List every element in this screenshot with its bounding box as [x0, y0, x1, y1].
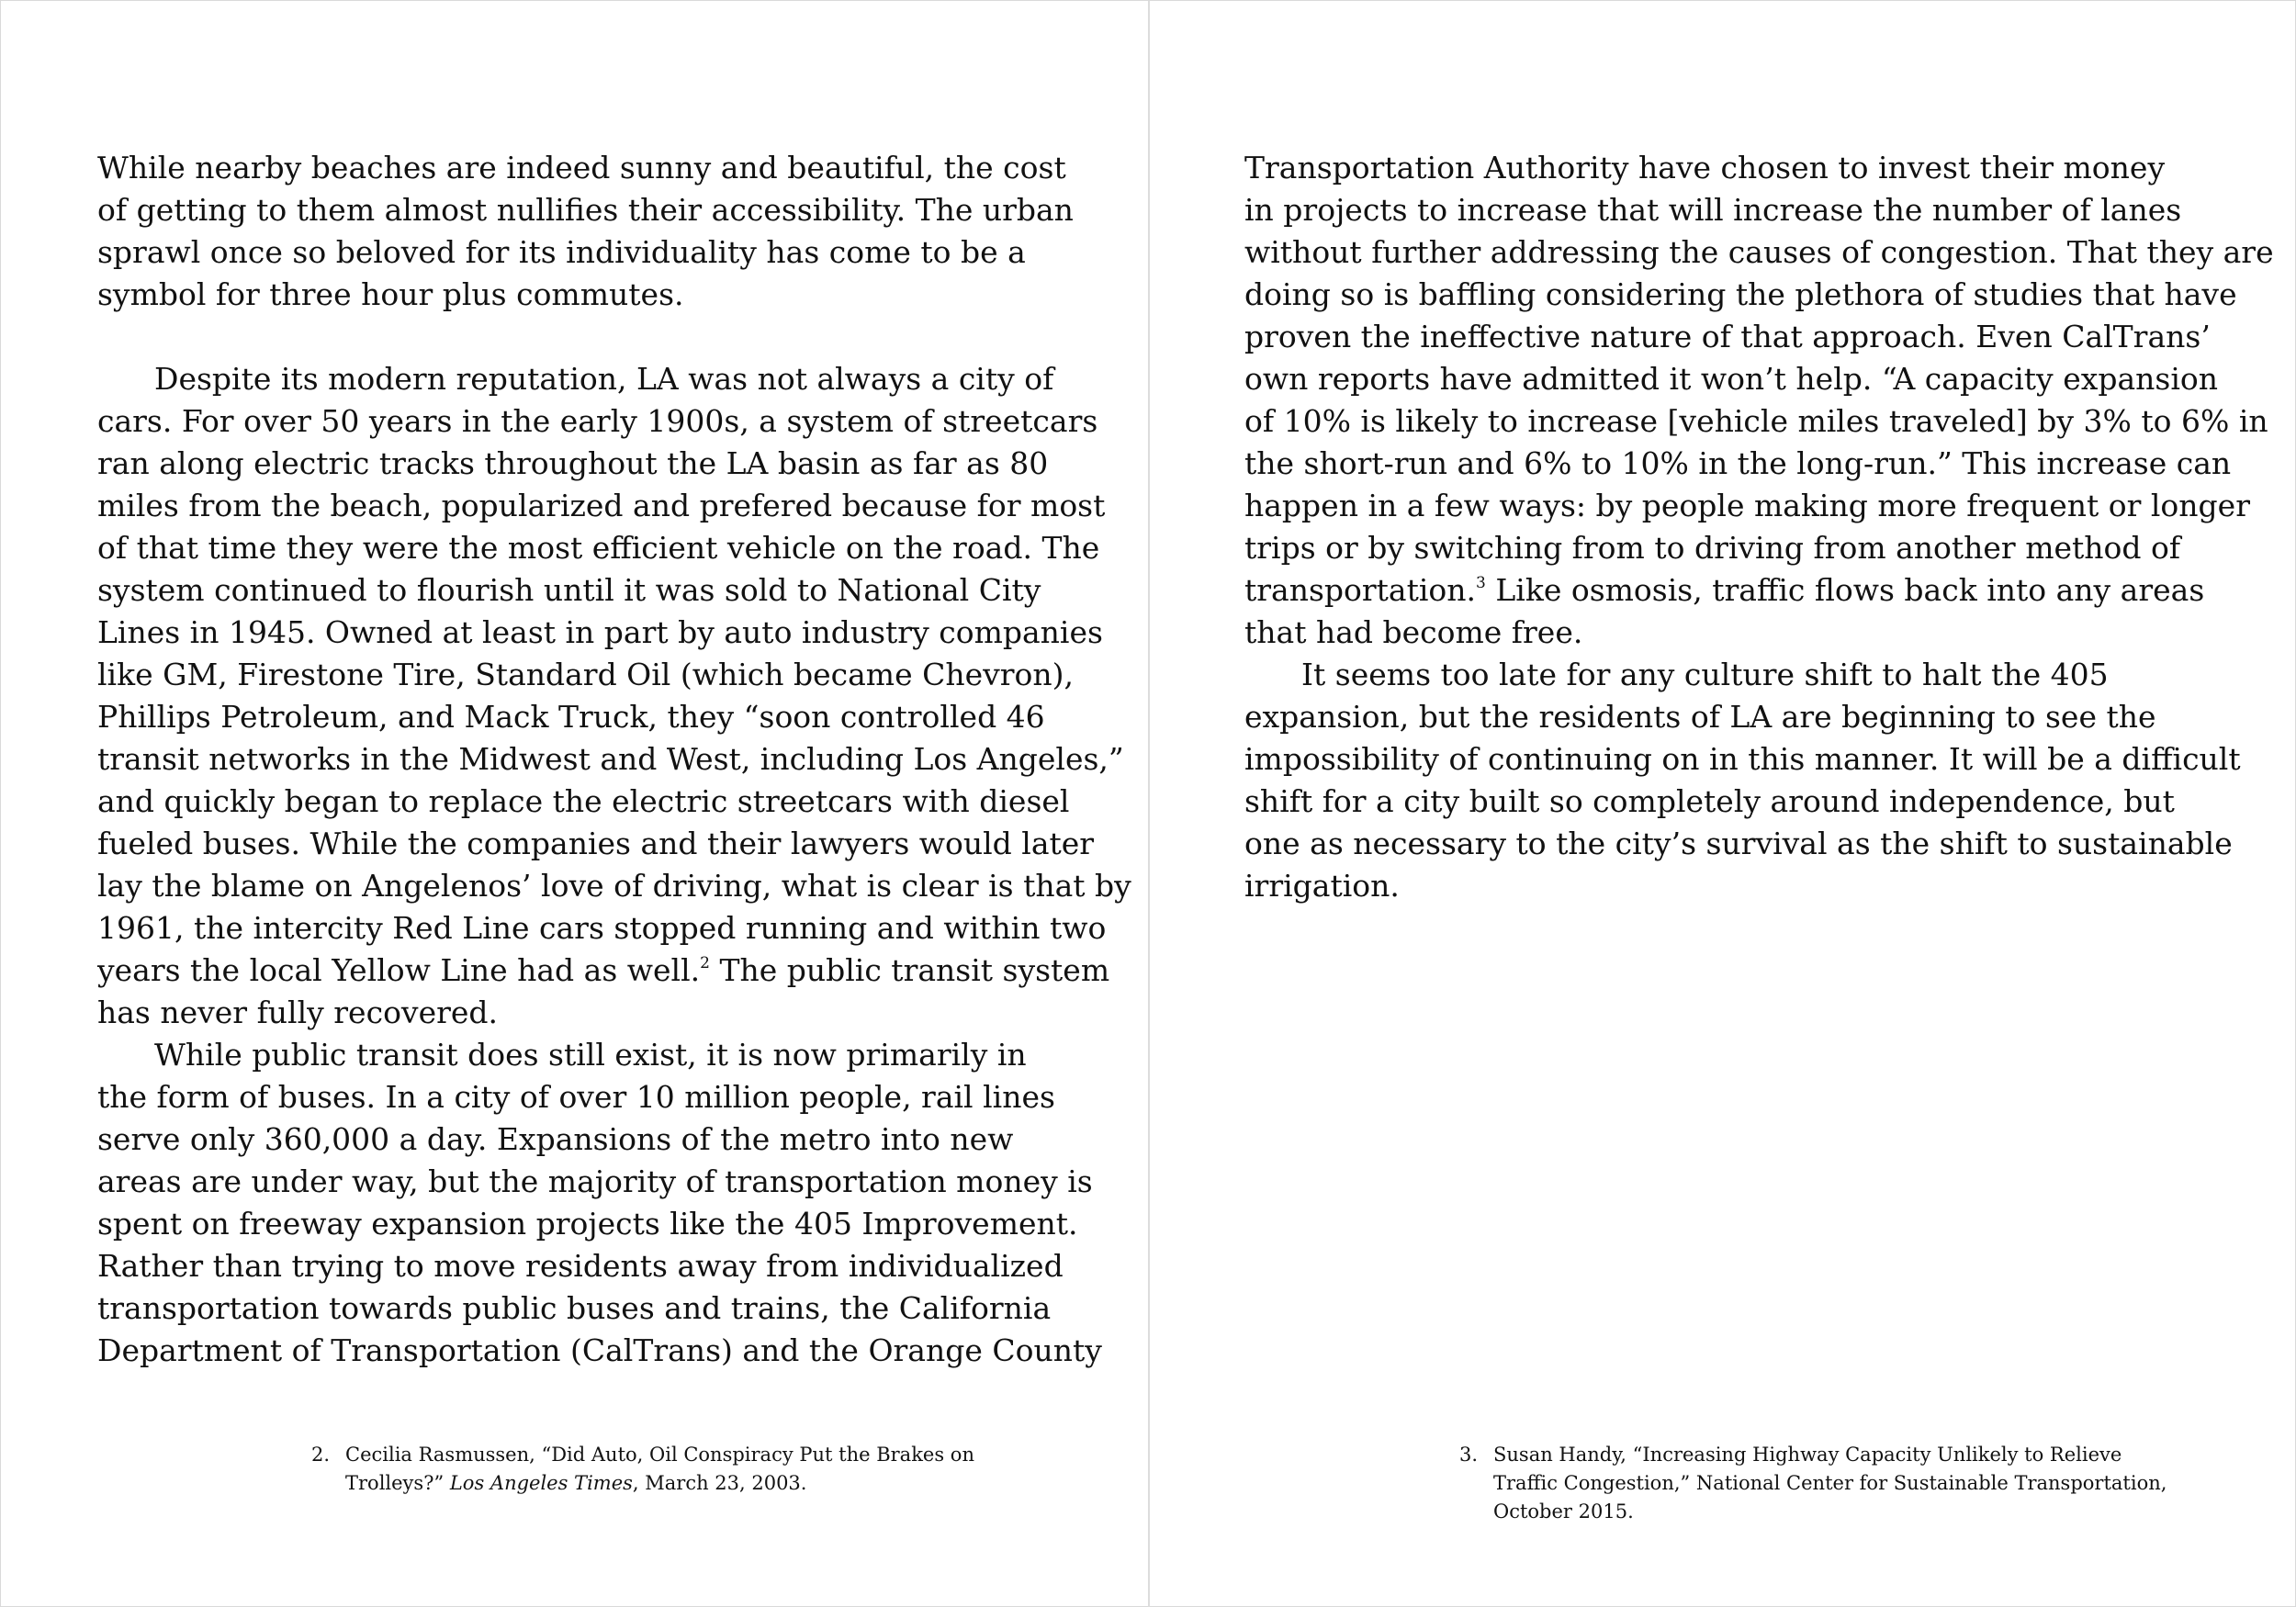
text-line: that had become free. — [1244, 614, 1583, 650]
text-line: system continued to flourish until it was sold to National City — [97, 572, 1041, 608]
text-line: shift for a city built so completely around independence, but — [1244, 783, 2175, 819]
text-line: has never fully recovered. — [97, 995, 499, 1030]
text-line: like GM, Firestone Tire, Standard Oil (which became Chevron), — [97, 657, 1075, 692]
text-line: serve only 360,000 a day. Expansions of the metro into new — [97, 1121, 1014, 1157]
right-page-body — [1244, 147, 2274, 907]
text-line: of that time they were the most efficient vehicle on the road. The — [97, 530, 1100, 566]
text-line: without further addressing the causes of congestion. That they are — [1244, 234, 2274, 270]
text-line: transit networks in the Midwest and West, including Los Angeles,” — [97, 741, 1124, 777]
text-line-with-footnote-ref — [1244, 569, 2274, 612]
text-line: expansion, but the residents of LA are beginning to see the — [1244, 699, 2156, 735]
text-line: symbol for three hour plus commutes. — [97, 276, 684, 312]
footnote-line — [345, 1469, 974, 1498]
footnote-ref-2[interactable]: 2 — [700, 954, 710, 972]
text-line: It seems too late for any culture shift to halt the 405 — [1301, 657, 2109, 692]
left-page-body — [97, 147, 1131, 1372]
text-line: Department of Transportation (CalTrans) and the Orange County — [97, 1332, 1102, 1368]
footnote-ref-3[interactable]: 3 — [1476, 574, 1486, 592]
footnote-segment: , March 23, 2003. — [632, 1472, 807, 1494]
text-line: happen in a few ways: by people making more frequent or longer — [1244, 488, 2250, 523]
text-segment: years the local Yellow Line had as well. — [97, 952, 701, 988]
paragraph-gap — [97, 316, 1131, 358]
text-segment: The public transit system — [709, 952, 1110, 988]
text-line: of getting to them almost nullifies their accessibility. The urban — [97, 192, 1074, 228]
text-line: areas are under way, but the majority of transportation money is — [97, 1163, 1093, 1199]
text-line: ran along electric tracks throughout the LA basin as far as 80 — [97, 445, 1049, 481]
text-line: spent on freeway expansion projects like the 405 Improvement. — [97, 1206, 1078, 1242]
text-line: transportation towards public buses and trains, the California — [97, 1290, 1052, 1326]
text-line: own reports have admitted it won’t help. “A capacity expansion — [1244, 361, 2218, 397]
text-line: While public transit does still exist, it is now primarily in — [154, 1037, 1027, 1073]
text-line: cars. For over 50 years in the early 1900s, a system of streetcars — [97, 403, 1098, 439]
text-line: Phillips Petroleum, and Mack Truck, they “soon controlled 46 — [97, 699, 1045, 735]
text-line: in projects to increase that will increase the number of lanes — [1244, 192, 2182, 228]
page-gutter — [1148, 1, 1150, 1607]
text-line: irrigation. — [1244, 868, 1400, 904]
text-line: miles from the beach, popularized and prefered because for most — [97, 488, 1106, 523]
text-line: lay the blame on Angelenos’ love of driving, what is clear is that by — [97, 868, 1131, 904]
footnote-number: 2. — [311, 1444, 331, 1466]
text-line: doing so is baffling considering the plethora of studies that have — [1244, 276, 2237, 312]
text-line: trips or by switching from to driving from another method of — [1244, 530, 2181, 566]
text-line: Lines in 1945. Owned at least in part by auto industry companies — [97, 614, 1103, 650]
text-line: fueled buses. While the companies and their lawyers would later — [97, 826, 1095, 861]
text-line: of 10% is likely to increase [vehicle miles traveled] by 3% to 6% in — [1244, 403, 2268, 439]
publication-title: Los Angeles Times — [449, 1472, 633, 1494]
footnote-text — [1493, 1441, 2167, 1526]
text-line: the short-run and 6% to 10% in the long-run.” This increase can — [1244, 445, 2232, 481]
text-line: impossibility of continuing on in this manner. It will be a difficult — [1244, 741, 2241, 777]
text-segment: transportation. — [1244, 572, 1477, 608]
text-line: Transportation Authority have chosen to invest their money — [1244, 150, 2166, 185]
footnote-line: Cecilia Rasmussen, “Did Auto, Oil Conspiracy Put the Brakes on — [345, 1444, 974, 1466]
text-line: proven the ineffective nature of that approach. Even CalTrans’ — [1244, 319, 2211, 354]
text-line: and quickly began to replace the electric streetcars with diesel — [97, 783, 1070, 819]
text-line-with-footnote-ref — [97, 950, 1131, 992]
text-line: Despite its modern reputation, LA was not always a city of — [154, 361, 1054, 397]
footnote-number: 3. — [1459, 1444, 1479, 1466]
text-line: Rather than trying to move residents away from individualized — [97, 1248, 1064, 1284]
footnote-line: Susan Handy, “Increasing Highway Capacity Unlikely to Relieve — [1493, 1444, 2122, 1466]
footnote-segment: Trolleys?” — [345, 1472, 450, 1494]
text-line: the form of buses. In a city of over 10 million people, rail lines — [97, 1079, 1055, 1115]
footnote-text — [345, 1441, 974, 1498]
text-segment: Like osmosis, traffic flows back into any areas — [1485, 572, 2205, 608]
text-line: While nearby beaches are indeed sunny and beautiful, the cost — [97, 150, 1066, 185]
text-line: one as necessary to the city’s survival as the shift to sustainable — [1244, 826, 2233, 861]
footnote-line: October 2015. — [1493, 1500, 1634, 1523]
text-line: 1961, the intercity Red Line cars stopped running and within two — [97, 910, 1107, 946]
footnote-line: Traffic Congestion,” National Center for Sustainable Transportation, — [1493, 1472, 2167, 1494]
text-line: sprawl once so beloved for its individuality has come to be a — [97, 234, 1026, 270]
